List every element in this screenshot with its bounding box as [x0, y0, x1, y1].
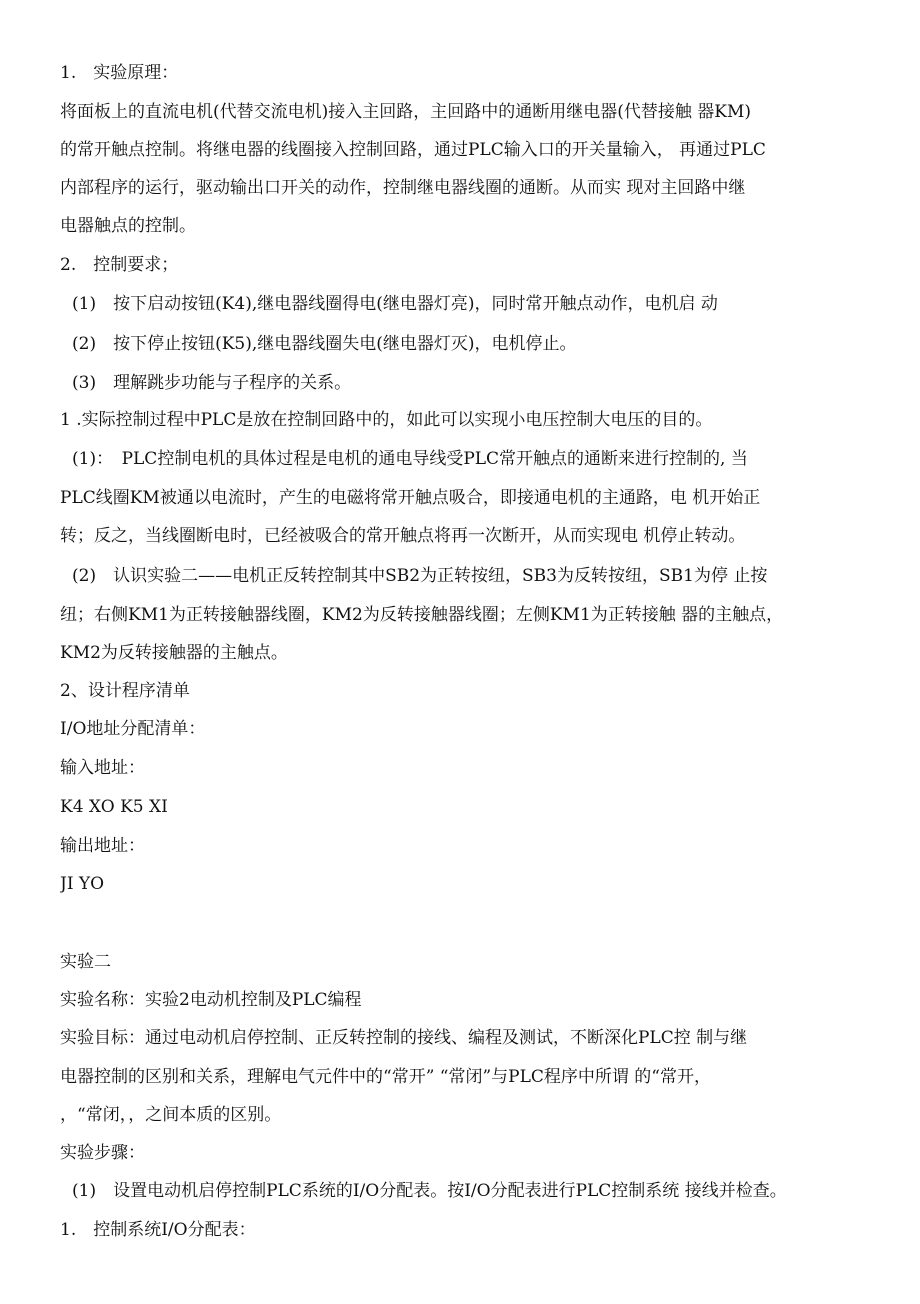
- paragraph-line: 1 .实际控制过程中PLC是放在控制回路中的，如此可以实现小电压控制大电压的目的。: [60, 410, 713, 430]
- paragraph-line: 实验目标：通过电动机启停控制、正反转控制的接线、编程及测试，不断深化PLC控 制与继: [60, 1028, 748, 1048]
- paragraph-line: 电器控制的区别和关系，理解电气元件中的“常开” “常闭”与PLC程序中所谓 的“常开，: [60, 1067, 711, 1087]
- list-item: (2) 按下停止按钮(K5),继电器线圈失电(继电器灯灭)，电机停止。: [72, 334, 577, 354]
- paragraph-line: 的常开触点控制。将继电器的线圈接入控制回路，通过PLC输入口的开关量输入， 再通过PLC: [60, 140, 766, 160]
- paragraph-line: 输入地址：: [60, 758, 145, 778]
- list-item: (1)： PLC控制电机的具体过程是电机的通电导线受PLC常开触点的通断来进行控制的, 当: [72, 449, 748, 469]
- paragraph-line: I/O地址分配清单：: [60, 719, 206, 739]
- paragraph-line: 内部程序的运行，驱动输出口开关的动作，控制继电器线圈的通断。从而实 现对主回路中继: [60, 178, 746, 198]
- heading-experiment-two: 实验二: [60, 952, 111, 972]
- list-item: (3) 理解跳步功能与子程序的关系。: [72, 373, 352, 393]
- heading-steps: 实验步骤：: [60, 1143, 145, 1163]
- heading-requirements: 2. 控制要求；: [60, 255, 179, 275]
- paragraph-line: KM2为反转接触器的主触点。: [60, 643, 288, 663]
- input-address-values: K4 XO K5 XI: [60, 797, 168, 817]
- paragraph-line: 电器触点的控制。: [60, 216, 196, 236]
- paragraph-line: 将面板上的直流电机(代替交流电机)接入主回路，主回路中的通断用继电器(代替接触 器KM): [60, 102, 752, 122]
- paragraph-line: 纽；右侧KM1为正转接触器线圈，KM2为反转接触器线圈；左侧KM1为正转接触 器的主触点，: [60, 605, 784, 625]
- list-item: (1) 按下启动按钮(K4),继电器线圈得电(继电器灯亮)，同时常开触点动作，电机启 动: [72, 294, 718, 314]
- heading-principle: 1. 实验原理：: [60, 63, 179, 83]
- heading-program-list: 2、设计程序清单: [60, 681, 190, 701]
- paragraph-line: ，“常闭，，之间本质的区别。: [60, 1105, 282, 1125]
- paragraph-line: 输出地址：: [60, 836, 145, 856]
- list-item: (2) 认识实验二——电机正反转控制其中SB2为正转按纽，SB3为反转按纽，SB1为停 止按: [72, 566, 768, 586]
- paragraph-line: 1. 控制系统I/O分配表：: [60, 1220, 256, 1240]
- paragraph-line: PLC线圈KM被通以电流时，产生的电磁将常开触点吸合，即接通电机的主通路，电 机开始正: [60, 488, 761, 508]
- output-address-values: JI YO: [60, 874, 105, 894]
- paragraph-line: 转；反之，当线圈断电时，已经被吸合的常开触点将再一次断开，从而实现电 机停止转动。: [60, 526, 746, 546]
- list-item: (1) 设置电动机启停控制PLC系统的I/O分配表。按I/O分配表进行PLC控制系统 接线并检查。: [72, 1181, 787, 1201]
- experiment-name: 实验名称：实验2电动机控制及PLC编程: [60, 990, 362, 1010]
